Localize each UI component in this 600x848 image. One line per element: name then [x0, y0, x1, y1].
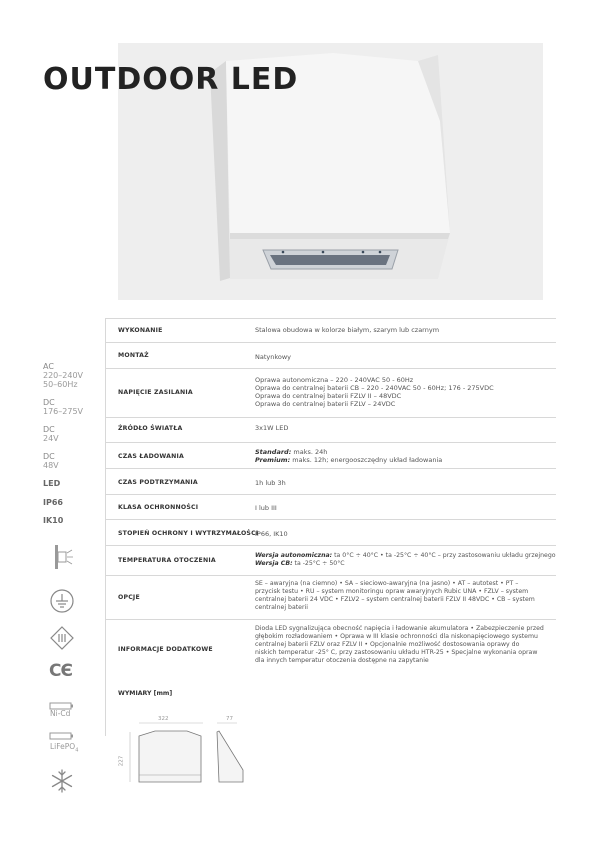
page-title: OUTDOOR LED — [43, 62, 299, 97]
spec-emphasis: Wersja autonomiczna: — [255, 552, 333, 559]
spec-line: dla innych temperatur otoczenia dostępne na zapytanie — [255, 657, 429, 665]
spec-text: ta 0°C ÷ 40°C • ta -25°C ÷ 40°C – przy zastosowaniu układu grzejnego — [332, 552, 556, 559]
dimension-depth: 77 — [226, 716, 233, 722]
spec-row-informacje — [106, 619, 556, 675]
side-ac — [43, 362, 83, 389]
spec-row-montaz — [106, 342, 556, 368]
spec-line: centralnej baterii — [255, 604, 308, 612]
side-dc-cb — [43, 398, 83, 416]
side-nicd: Ni-Cd — [50, 709, 71, 718]
side-dc-48 — [43, 452, 59, 470]
protection-class-1-icon — [49, 588, 75, 614]
spec-line: Dioda LED sygnalizująca obecność napięcia i ładowanie akumulatora • Zabezpieczenie przed — [255, 625, 544, 632]
spec-line: przycisk testu • RU – system monitoringu opraw awaryjnych Rubic UNA • FZLV – system — [255, 588, 529, 596]
spec-label: KLASA OCHRONNOŚCI — [118, 504, 199, 511]
spec-row-zrodlo — [106, 417, 556, 442]
side-ik — [43, 516, 63, 525]
dimension-drawing — [125, 720, 255, 790]
side-ik-label: IK10 — [43, 516, 64, 525]
snowflake-icon — [49, 768, 75, 794]
spec-label: ŹRÓDŁO ŚWIATŁA — [118, 425, 183, 432]
spec-line: centralnej baterii 24 VDC • FZLV2 – system centralnej baterii FZLV II 48VDC • CB – system — [255, 596, 535, 604]
spec-text: maks. 24h — [291, 448, 328, 456]
side-dc-24 — [43, 425, 59, 443]
spec-line: Oprawa do centralnej baterii FZLV II – 48VDC — [255, 392, 402, 401]
spec-line: niskich temperatur -25° C, przy zastosowaniu układu HTR-25 • Specjalne wykonania opraw — [255, 649, 538, 657]
side-dc-voltage: 176–275V — [43, 407, 84, 416]
side-dc-voltage: 48V — [43, 461, 59, 470]
spec-line: centralnej baterii FZLV oraz FZLV II • Opcjonalnie możliwość dostosowania oprawy do — [255, 641, 520, 649]
spec-row-napiecie — [106, 368, 556, 417]
spec-text: ta -25°C ÷ 50°C — [292, 560, 345, 568]
ce-mark-icon: ⅭЄ — [49, 661, 72, 681]
spec-row-stopien — [106, 519, 556, 545]
spec-row-klasa — [106, 494, 556, 519]
spec-line: Oprawa autonomiczna – 220 - 240VAC 50 - 60Hz — [255, 376, 414, 384]
spec-label: CZAS PODTRZYMANIA — [118, 479, 198, 486]
spec-emphasis: Premium: — [255, 456, 291, 465]
spec-text: maks. 12h; energooszczędny układ ładowania — [290, 456, 443, 465]
side-led — [43, 479, 60, 488]
side-dc-label: DC — [43, 452, 55, 461]
spec-label: WYKONANIE — [118, 327, 163, 334]
side-dc-label: DC — [43, 425, 55, 434]
spec-row-czas-ladowania — [106, 442, 556, 468]
spec-value: 3x1W LED — [255, 424, 289, 432]
spec-line: głębokim rozładowaniem • Oprawa w III klasie ochronności dla niskonapięciowego systemu — [255, 633, 538, 641]
protection-class-3-icon — [49, 625, 75, 651]
spec-label: OPCJE — [118, 594, 140, 601]
side-dc-voltage: 24V — [43, 434, 59, 443]
side-ac-voltage: 220–240V — [43, 371, 84, 380]
spec-value — [255, 448, 555, 464]
dimensions-title: WYMIARY [mm] — [118, 690, 173, 697]
spec-label: NAPIĘCIE ZASILANIA — [118, 389, 193, 396]
spec-line: Oprawa do centralnej baterii FZLV – 24VDC — [255, 400, 396, 409]
dimension-height: 227 — [118, 755, 125, 767]
side-dc-label: DC — [43, 398, 55, 407]
spec-value — [255, 580, 555, 612]
spec-emphasis: Standard: — [255, 448, 292, 456]
spec-value — [255, 552, 555, 568]
spec-value — [255, 625, 555, 665]
spec-label: INFORMACJE DODATKOWE — [118, 646, 213, 653]
side-lifepo-label: LiFePO — [50, 742, 76, 751]
spec-label: STOPIEŃ OCHRONY I WYTRZYMAŁOŚCI — [118, 530, 259, 537]
spec-line: SE – awaryjna (na ciemno) • SA – sieciowo-awaryjna (na jasno) • AT – autotest • PT – — [255, 580, 519, 587]
spec-label: MONTAŻ — [118, 352, 149, 359]
side-ip — [43, 498, 63, 507]
wall-mount-icon — [49, 543, 75, 571]
spec-row-czas-podtrzymania — [106, 468, 556, 494]
spec-value: IP66, IK10 — [255, 530, 288, 538]
spec-value: Natynkowy — [255, 353, 292, 361]
spec-label: CZAS ŁADOWANIA — [118, 453, 184, 460]
side-ac-label: AC — [43, 362, 54, 371]
spec-emphasis: Wersja CB: — [255, 560, 293, 568]
spec-row-opcje — [106, 575, 556, 619]
spec-value: Stalowa obudowa w kolorze białym, szarym lub czarnym — [255, 326, 440, 334]
spec-line: Oprawa do centralnej baterii CB – 220 - 240VAC 50 - 60Hz; 176 - 275VDC — [255, 384, 494, 393]
spec-label: TEMPERATURA OTOCZENIA — [118, 557, 216, 564]
spec-value: 1h lub 3h — [255, 479, 286, 487]
side-ac-frequency: 50–60Hz — [43, 380, 78, 389]
spec-value — [255, 376, 555, 408]
spec-row-temperatura — [106, 545, 556, 575]
lifepo4-battery-icon — [49, 731, 75, 741]
side-lifepo-subscript: 4 — [75, 747, 79, 754]
side-ip-label: IP66 — [43, 498, 63, 507]
dimension-width: 322 — [158, 716, 169, 722]
side-led-label: LED — [43, 479, 61, 488]
spec-row-wykonanie — [106, 318, 556, 342]
side-lifepo4 — [50, 742, 78, 756]
spec-value: I lub III — [255, 504, 277, 512]
